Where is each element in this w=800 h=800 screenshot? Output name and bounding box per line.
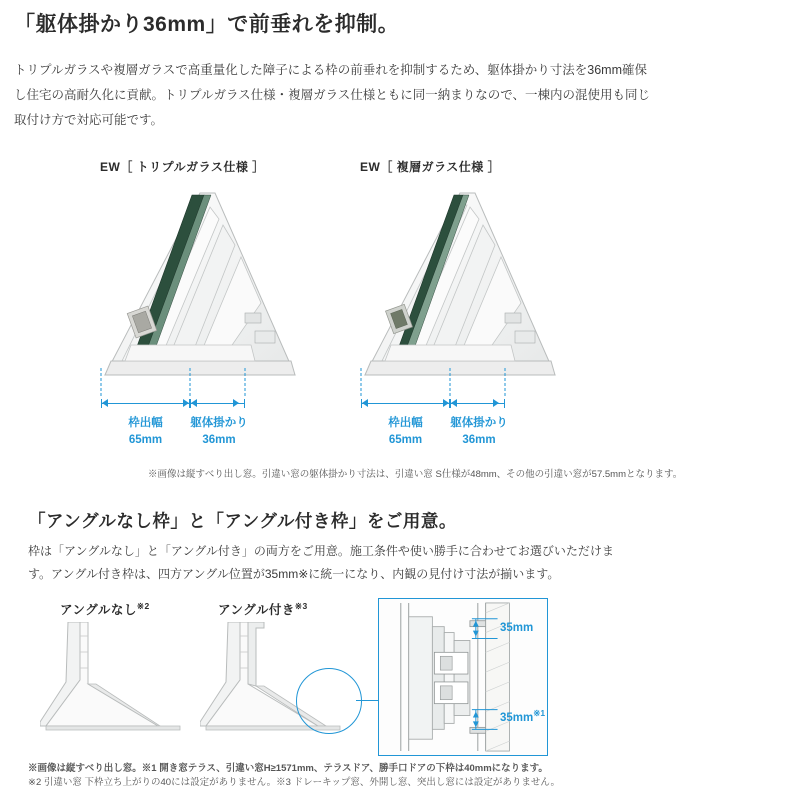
section2-title: 「アングルなし枠」と「アングル付き枠」をご用意。 <box>28 511 457 531</box>
panel-label-double: EW［ 複層ガラス仕様 ］ <box>360 160 501 174</box>
dim-value-structure-overlap-triple: 36mm <box>202 433 236 446</box>
window-section-drawing-double <box>355 185 565 380</box>
detail-dimension-bottom <box>500 708 545 724</box>
section2-note-2: ※2 引違い窓 下枠立ち上がりの40には設定がありません。※3 ドレーキップ窓、外開し窓、突出し窓には設定がありません。 <box>28 777 560 789</box>
detail-dimension-bottom-sup: ※1 <box>533 708 546 718</box>
dim-name-structure-overlap-double: 躯体掛かり <box>450 417 508 429</box>
callout-connector-line <box>356 700 380 701</box>
section1-title: 「躯体掛かり36mm」で前垂れを抑制。 <box>14 13 400 36</box>
dim-value-frame-projection-double: 65mm <box>388 433 423 446</box>
dim-name-structure-overlap-triple: 躯体掛かり <box>190 417 248 429</box>
no-angle-label-sup: ※2 <box>136 600 150 611</box>
with-angle-label-sup: ※3 <box>294 600 308 611</box>
section2-notes <box>28 762 560 791</box>
callout-circle <box>296 668 362 734</box>
no-angle-label-text: アングルなし <box>60 603 137 617</box>
panel-label-triple: EW［ トリプルガラス仕様 ］ <box>100 160 265 174</box>
section2-note-1: ※画像は縦すべり出し窓。※1 開き窓テラス、引違い窓H≥1571mm、テラスドア、勝手口ドアの下枠は40mmになります。 <box>28 763 548 774</box>
detail-dimension-bottom-value: 35mm <box>500 711 534 724</box>
dimension-block-triple <box>85 395 335 446</box>
dim-name-frame-projection-triple: 枠出幅 <box>128 417 163 429</box>
panel-label-no-angle <box>60 600 150 618</box>
frame-drawing-no-angle <box>40 622 190 732</box>
panel-label-with-angle <box>218 600 308 618</box>
dim-value-structure-overlap-double: 36mm <box>462 433 496 446</box>
section1-note: ※画像は縦すべり出し窓。引違い窓の躯体掛かり寸法は、引違い窓 S仕様が48mm、その他の引違い窓が57.5mmとなります。 <box>148 469 683 480</box>
with-angle-label-text: アングル付き <box>218 603 295 617</box>
dim-name-frame-projection-double: 枠出幅 <box>388 417 423 429</box>
dim-value-frame-projection-triple: 65mm <box>128 433 163 446</box>
section2-body: 枠は「アングルなし」と「アングル付き」の両方をご用意。施工条件や使い勝手に合わせてお選びいただけます。アングル付き枠は、四方アングル位置が35mm※に統一になり、内観の見付け寸法が揃います。 <box>28 544 614 582</box>
detail-dimension-top-value: 35mm <box>500 621 534 634</box>
detail-dimension-top <box>500 618 533 634</box>
dimension-block-double <box>345 395 595 446</box>
window-section-drawing-triple <box>95 185 305 380</box>
section1-body: トリプルガラスや複層ガラスで高重量化した障子による枠の前垂れを抑制するため、躯体掛かり寸法を36mm確保し住宅の高耐久化に貢献。トリプルガラス仕様・複層ガラス仕様ともに同一納まりなので、一棟内の混使用も同じ取付け方で対応可能です。 <box>14 63 651 127</box>
